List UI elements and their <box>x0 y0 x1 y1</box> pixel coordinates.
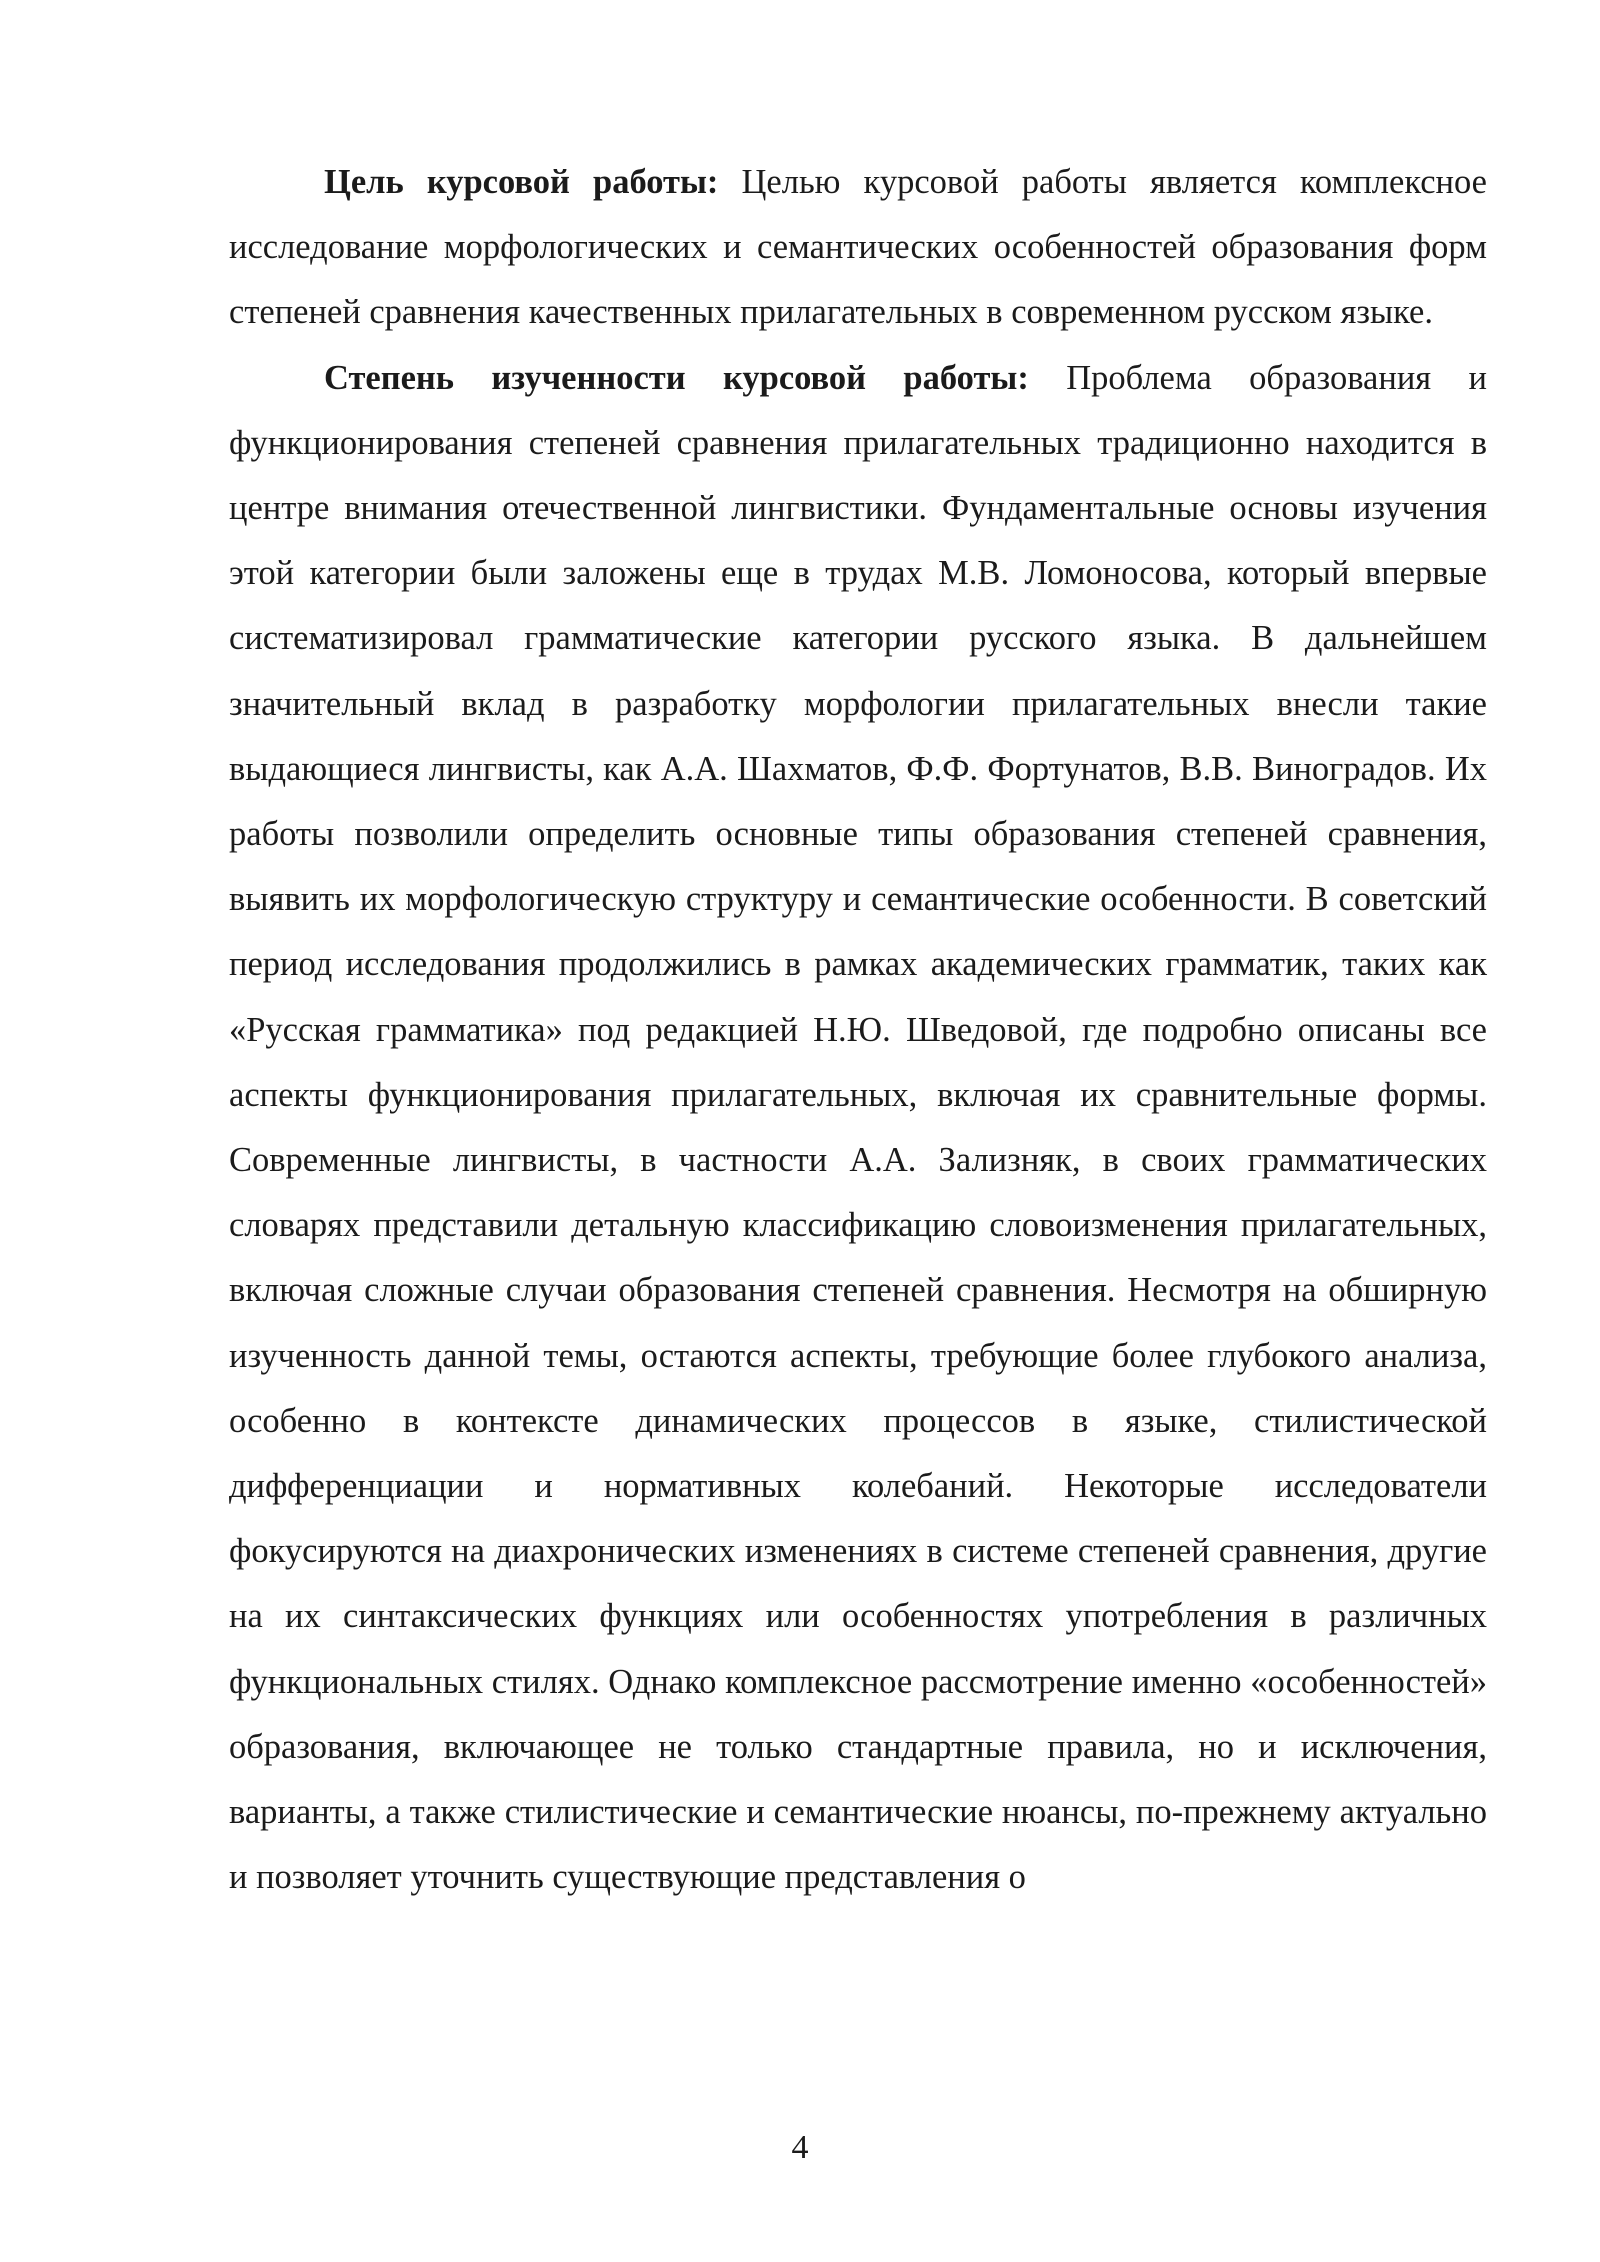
paragraph-goal <box>229 150 1487 346</box>
paragraph-heading-research-degree: Степень изученности курсовой работы: <box>324 358 1029 397</box>
paragraph-text-research-degree: Проблема образования и функционирования степеней сравнения прилагательных традиционно находится в центре внимания отечественной лингвистики. Фундаментальные основы изучения этой категории были заложены еще в трудах М.В. Ломоносова, который впервые систематизировал грамматические категории русского языка. В дальнейшем значительный вклад в разработку морфологии прилагательных внесли такие выдающиеся лингвисты, как А.А. Шахматов, Ф.Ф. Фортунатов, В.В. Виноградов. Их работы позволили определить основные типы образования степеней сравнения, выявить их морфологическую структуру и семантические особенности. В советский период исследования продолжились в рамках академических грамматик, таких как «Русская грамматика» под редакцией Н.Ю. Шведовой, где подробно описаны все аспекты функционирования прилагательных, включая их сравнительные формы. Современные лингвисты, в частности А.А. Зализняк, в своих грамматических словарях представили детальную классификацию словоизменения прилагательных, включая сложные случаи образования степеней сравнения. Несмотря на обширную изученность данной темы, остаются аспекты, требующие более глубокого анализа, особенно в контексте динамических процессов в языке, стилистической дифференциации и нормативных колебаний. Некоторые исследователи фокусируются на диахронических изменениях в системе степеней сравнения, другие на их синтаксических функциях или особенностях употребления в различных функциональных стилях. Однако комплексное рассмотрение именно «особенностей» образования, включающее не только стандартные правила, но и исключения, варианты, а также стилистические и семантические нюансы, по-прежнему актуально и позволяет уточнить существующие представления о <box>229 358 1488 1897</box>
paragraph-research-degree <box>229 346 1487 1911</box>
paragraph-text-goal: Целью курсовой работы является комплексное исследование морфологических и семантических особенностей образования форм степеней сравнения качественных прилагательных в современном русском языке. <box>229 163 1487 332</box>
page-number: 4 <box>791 2129 809 2166</box>
page-body <box>229 150 1487 1910</box>
paragraph-heading-goal: Цель курсовой работы: <box>324 163 719 201</box>
